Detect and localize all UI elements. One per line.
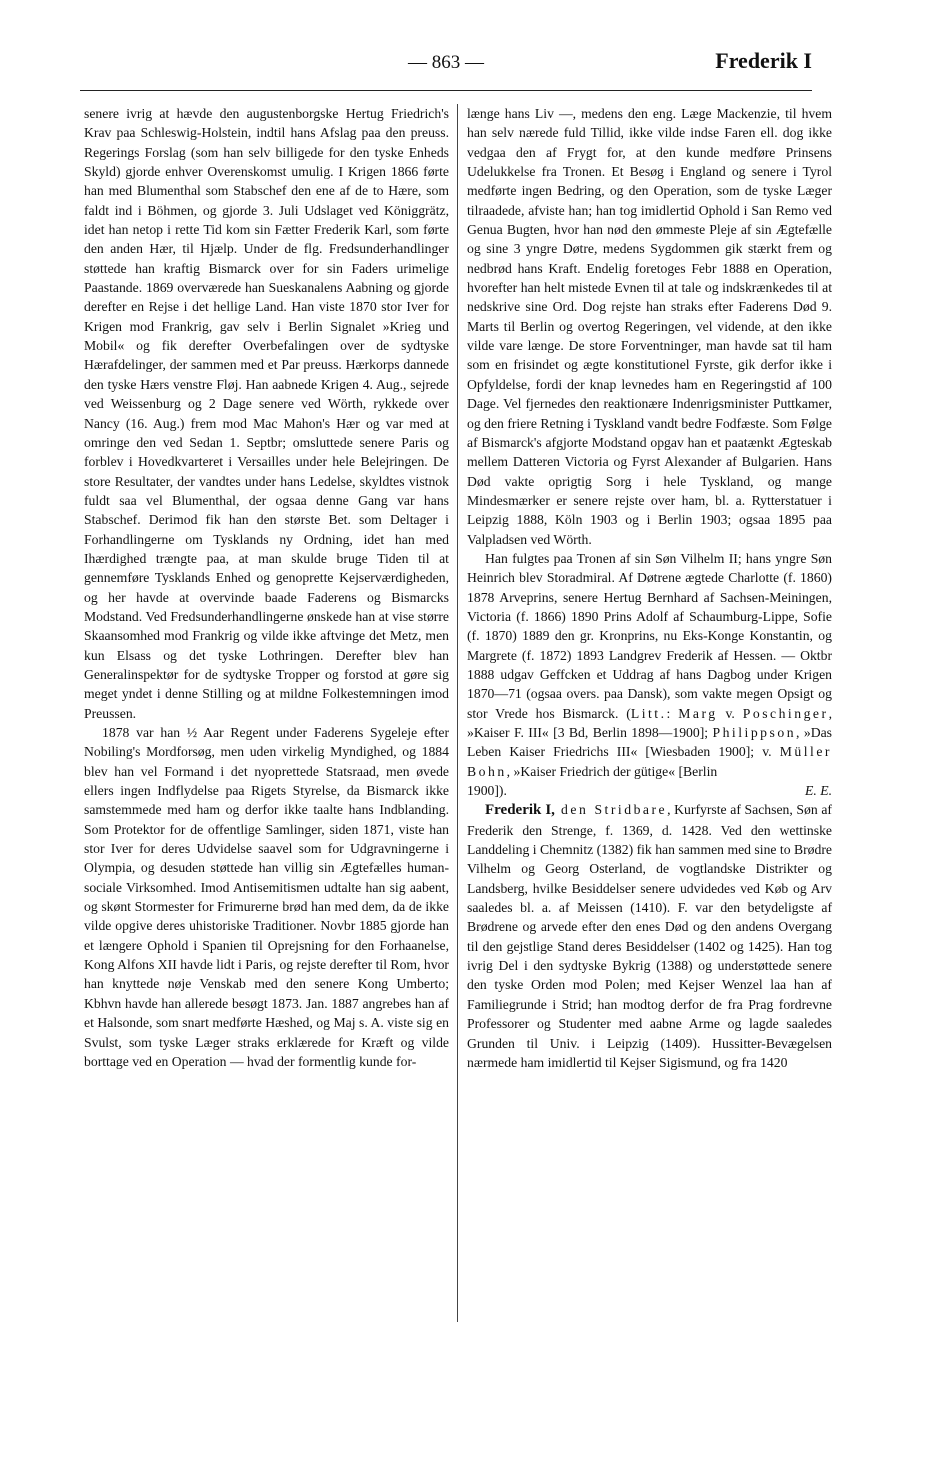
- p2-text: Han fulgtes paa Tronen af sin Søn Vilhelm II; hans yngre Søn Heinrich blev Storadmiral. Af Døtrene ægtede Charlotte (f. 1860) 1878 Arveprins, senere Hertug Bernhard af Sachsen-Meiningen, Victoria (f. 1866) 1890 Prins Adolf af Schaumburg-Lippe, Sofie (f. 1870) 1889 den gr. Kronprins, nu Eks-Konge Konstantin, og Margrete (f. 1872) 1893 Landgrev Frederik af Hessen. — Oktbr 1888 udgav Geffcken et Uddrag af hans Dagbog under Krigen 1870—71 (ogsaa overs. paa Dansk), som vakte megen Opsigt og stor Vrede hos Bismarck. (: [467, 550, 832, 721]
- author-poschinger: Poschinger: [742, 705, 829, 721]
- references-end-text: 1900]).: [467, 783, 507, 799]
- references-end-line: [467, 781, 832, 800]
- author-muller-bohn: Müller Bohn: [467, 744, 832, 779]
- p2-d: , »Kaiser Friedrich der gütige« [Berlin: [506, 763, 718, 779]
- entry-epithet: den Stridbare: [554, 802, 668, 818]
- author-signature: E. E.: [805, 783, 832, 799]
- author-marg: Marg: [678, 705, 718, 721]
- p2-b: , »Kaiser F. III« [3 Bd, Berlin 1898—1900];: [467, 705, 832, 740]
- litt-label: Litt.: [630, 705, 667, 721]
- page-header: [80, 46, 812, 91]
- p2-colon: :: [666, 705, 679, 721]
- running-head: Frederik I: [715, 48, 812, 73]
- column-divider: [457, 104, 458, 1322]
- right-paragraph-2: [467, 549, 832, 781]
- right-paragraph-1: længe hans Liv —, medens den eng. Læge Mackenzie, til hvem han selv nærede fuld Tillid, ikke vilde indse Faren ell. dog ikke vedgaa den af Frygt for, at den kunde medføre Prinsens Udelukkelse fra Tronen. Et Besøg i England og senere i Tyrol medførte ingen Bedring, og den Operation, som de tyske Læger tilraadede, afviste han; han tog imidlertid Ophold i San Remo ved Genua Bugten, hvor han nød den ømmeste Pleje af sin Ægtefælle og sine 3 yngre Døtre, medens Sygdommen gik stærkt frem og nedbrød hans Kraft. Endelig foretoges Febr 1888 en Operation, hvorefter han helt mistede Evnen til at tale og indskrænkedes til at nedskrive sine Ord. Dog rejste han straks efter Faderens Død 9. Marts til Berlin og overtog Regeringen, vel vidende, at den ikke vilde vare længe. De store Forventninger, man havde sat til ham som en frisindet og ægte konstitutionel Fyrste, gik derfor ikke i Opfyldelse, fordi der knap levnedes ham en Regeringstid af 100 Dage. Vel fjernedes den reaktionære Indenrigsminister Puttkamer, og den friere Retning i Tyskland vandt bedre Fodfæste. Som Følge af Bismarck's afgjorte Modstand opgav han et paatænkt Ægteskab mellem Datteren Victoria og Fyrst Alexander af Bulgarien. Hans Død vakte oprigtig Sorg i hele Tyskland, og mange Mindesmærker er senere rejste over ham, bl. a. Rytterstatuer i Leipzig 1888, Köln 1903 og i Berlin 1903; ogsaa 1895 paa Valpladsen ved Wörth.: [467, 106, 832, 547]
- entry-text: , Kurfyrste af Sachsen, Søn af Frederik den Strenge, f. 1369, d. 1428. Ved den wettinske Landdeling i Chemnitz (1382) fik han sammen med sine to Brødre Vilhelm og Georg Osterland, de vogtlandske Distrikter og Landsberg, hvilke Besiddelser senere udvidedes ved Køb og Arv saaledes bl. a. af Meissen (1410). F. var den betydeligste af Brødrene og arvede efter den enes Død og den andens Overgang til den gejstlige Stand deres Besiddelser (1402 og 1425). Han tog ivrig Del i den sydtyske Bykrig (1388) og understøttede senere den tyske Orden mod Polen; med Kejser Wenzel laa han af Familiegrunde i Strid; han modtog derfor de fra Prag fordrevne Professorer og Studenter med aabne Arme og lagde saaledes Grunden til Univ. i Leipzig (1409). Hussitter-Bevægelsen nærmede ham imidlertid til Kejser Sigismund, og fra 1420: [467, 802, 832, 1070]
- right-column: [467, 104, 832, 1072]
- p2-c: , »Das Leben Kaiser Friedrichs III« [Wiesbaden 1900]; v.: [467, 725, 832, 760]
- left-paragraph-1: senere ivrig at hævde den augustenborgske Hertug Friedrich's Krav paa Schleswig-Holstein, indtil hans Afslag paa den preuss. Regerings Forslag (som han selv billigede for den tyske Enheds Skyld) gjorde enhver Overenskomst umulig. I Krigen 1866 førte han med Blumenthal som Stabschef den ene af de to Hære, som faldt ind i Böhmen, og gjorde 3. Juli Udslaget ved Königgrätz, idet han netop i rette Tid kom sin Fætter Frederik Karl, som førte den anden Hær, til Hjælp. Under de flg. Fredsunderhandlinger støttede han kraftig Bismarck over for sin Faders urimelige Paastande. 1869 overværede han Sueskanalens Aabning og gjorde derefter en Rejse i det hellige Land. Han viste 1870 stor Iver for Krigen mod Frankrig, gav selv i Berlin Signalet »Krieg und Mobil« og fik derefter Overbefalingen over de sydtyske Hærafdelinger, der sammen med et Par preuss. Hærkorps dannede den tyske Hærs venstre Fløj. Han aabnede Krigen 4. Aug., sejrede ved Weissenburg og 2 Dage senere ved Wörth, rykkede over Nancy (16. Aug.) frem mod Mac Mahon's Hær og var med at omringe den ved Sedan 1. Septbr; omsluttede senere Paris og forblev i Hovedkvarteret i Versailles under hele Belejringen. De store Resultater, der vandtes under hans Ledelse, skyldtes vistnok fuldt saa vel Blumenthal, der ogsaa denne Gang var hans Stabschef. Derimod fik han den største Bet. som Deltager i Forhandlingerne om Tysklands ny Ordning, idet han med Ihærdighed trængte paa, at man skulde bruge Tiden til at gennemføre Tysklands Enhed og genoprette Kejserværdigheden, og her havde at overvinde baade Faderens og Bismarcks Modstand. Ved Fredsunderhandlingerne ønskede han at vise større Skaansomhed mod Frankrig og vilde ikke aftvinge det Metz, men kun Elsass og det tyske Lothringen. Derefter blev han Generalinspektør for de sydtyske Tropper og forstod at gøre sig meget yndet i denne Stilling og at mildne Folkestemningen imod Preussen.: [84, 106, 449, 721]
- page-number: — 863 —: [408, 52, 484, 73]
- left-column: [84, 104, 449, 1071]
- p2-a: v.: [717, 705, 743, 721]
- author-philippson: Philippson: [712, 725, 797, 740]
- left-paragraph-2: 1878 var han ½ Aar Regent under Faderens Sygeleje efter Nobiling's Mordforsøg, men uden virkelig Myndighed, og 1884 blev han vel Formand i det nyoprettede Statsraad, men øvede ellers ingen Indflydelse paa Rigets Styrelse, da Bismarck ikke samstemmede med ham og derfor ikke taalte hans Indblanding. Som Protektor for de offentlige Samlinger, siden 1871, viste han stor Iver for deres Udvidelse saavel som for Udgravningerne i Olympia, og desuden støttede han villig sin Ægtefælles human-sociale Virksomhed. Imod Antisemitismen udtalte han sig aabent, og skønt Stormester for Frimurerne brød han med dem, da de ikke vilde opgive deres uhistoriske Traditioner. Novbr 1885 gjorde han et længere Ophold i Spanien til Oprejsning for den Forhaanelse, Kong Alfons XII havde lidt i Paris, og rejste derefter til Rom, hvor han knyttede nøje Venskab med den senere Kong Umberto; Kbhvn havde han allerede besøgt 1873. Jan. 1887 angrebes han af et Halsonde, som snart medførte Hæshed, og Maj s. A. viste sig en Svulst, som tyske Læger straks erklærede for Kræft og vilde borttage ved en Operation — hvad der formentlig kunde for-: [84, 725, 449, 1069]
- entry-headword: Frederik I,: [485, 802, 555, 819]
- entry-frederik-i-den-stridbare: [467, 800, 832, 1072]
